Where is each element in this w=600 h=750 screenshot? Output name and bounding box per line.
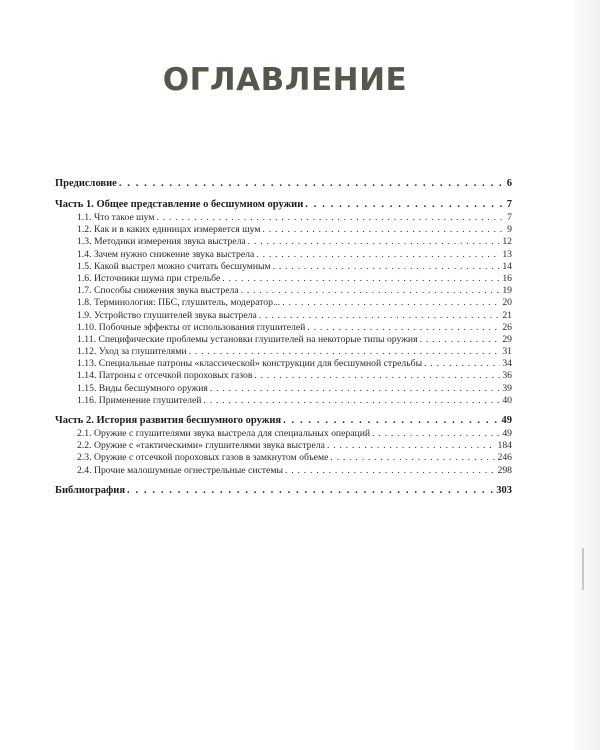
toc-subsection[interactable] bbox=[55, 452, 512, 464]
toc-page-number: 36 bbox=[502, 370, 512, 382]
toc-subsection[interactable] bbox=[55, 297, 512, 309]
dot-leader bbox=[248, 236, 501, 248]
toc-entry-label: 1.4. Зачем нужно снижение звука выстрела bbox=[77, 248, 255, 260]
toc-page-number: 31 bbox=[502, 346, 512, 358]
toc-bibliography[interactable] bbox=[55, 483, 512, 498]
toc-subsection[interactable] bbox=[55, 285, 512, 297]
dot-leader bbox=[119, 176, 505, 191]
toc-subsection[interactable] bbox=[55, 322, 512, 334]
toc-page-number: 40 bbox=[502, 394, 512, 406]
dot-leader bbox=[203, 395, 500, 407]
toc-entry-label: Предисловие bbox=[55, 178, 117, 189]
dot-leader bbox=[259, 310, 501, 322]
dot-leader bbox=[285, 465, 495, 477]
dot-leader bbox=[241, 285, 501, 297]
toc-subsection[interactable] bbox=[55, 249, 512, 261]
toc-preface[interactable] bbox=[55, 176, 512, 191]
dot-leader bbox=[330, 452, 495, 464]
toc-subsection[interactable] bbox=[55, 395, 512, 407]
toc-page-number: 34 bbox=[502, 358, 512, 370]
toc-entry-label: 1.7. Способы снижения звука выстрела bbox=[77, 285, 239, 297]
dot-leader bbox=[282, 297, 500, 309]
toc-subsection[interactable] bbox=[55, 440, 512, 452]
toc-page-number: 16 bbox=[502, 272, 512, 284]
dot-leader bbox=[307, 322, 500, 334]
toc-entry-label: 2.3. Оружие с отсечкой пороховых газов в замкнутом объеме bbox=[77, 452, 329, 464]
toc-entry-label: 1.2. Как и в каких единицах измеряется шум bbox=[77, 224, 261, 236]
toc-entry-label: 1.12. Уход за глушителями bbox=[77, 346, 187, 358]
toc-subsection[interactable] bbox=[55, 334, 512, 346]
toc-entry-label: 1.1. Что такое шум bbox=[77, 212, 155, 223]
toc-entry-label: 1.9. Устройство глушителей звука выстрела bbox=[77, 309, 257, 321]
part-1-subsections bbox=[55, 212, 512, 407]
toc-entry-label: 1.11. Специфические проблемы установки глушителей на некоторые типы оружия bbox=[77, 333, 418, 345]
toc-part-1[interactable] bbox=[55, 197, 512, 212]
toc-page-number: 12 bbox=[502, 236, 512, 248]
toc-subsection[interactable] bbox=[55, 383, 512, 395]
toc-subsection[interactable] bbox=[55, 346, 512, 358]
dot-leader bbox=[273, 261, 501, 273]
toc-entry-label: 1.5. Какой выстрел можно считать бесшумным bbox=[77, 260, 271, 272]
toc-subsection[interactable] bbox=[55, 261, 512, 273]
toc-page-number: 6 bbox=[506, 178, 512, 189]
dot-leader bbox=[305, 197, 504, 212]
toc-subsection[interactable] bbox=[55, 370, 512, 382]
toc-subsection[interactable] bbox=[55, 310, 512, 322]
toc-entry-label: Библиография bbox=[55, 484, 126, 496]
dot-leader bbox=[420, 334, 501, 346]
toc-page-number: 298 bbox=[497, 464, 512, 476]
toc-subsection[interactable] bbox=[55, 465, 512, 477]
toc-page-number: 21 bbox=[502, 309, 512, 321]
part-2-subsections bbox=[55, 428, 512, 477]
dot-leader bbox=[424, 358, 500, 370]
toc-subsection[interactable] bbox=[55, 212, 512, 224]
toc-page-number: 303 bbox=[496, 484, 512, 496]
dot-leader bbox=[372, 428, 500, 440]
toc-page-number: 14 bbox=[502, 260, 512, 272]
toc-subsection[interactable] bbox=[55, 428, 512, 440]
toc-entry-label: 2.4. Прочие малошумные огнестрельные системы bbox=[77, 464, 283, 476]
toc-page-number: 246 bbox=[497, 452, 512, 464]
toc-entry-label: Часть 2. История развития бесшумного оружия bbox=[55, 415, 282, 426]
toc-entry-label: 1.16. Применение глушителей bbox=[77, 394, 202, 406]
toc-page-number: 20 bbox=[502, 297, 512, 309]
toc-entry-label: 1.10. Побочные эффекты от использования глушителей bbox=[77, 321, 306, 333]
dot-leader bbox=[127, 483, 494, 498]
toc-page-number: 13 bbox=[502, 248, 512, 260]
toc-page-number: 49 bbox=[502, 428, 512, 439]
toc-entry-label: 1.15. Виды бесшумного оружия bbox=[77, 382, 208, 394]
toc-page-number: 7 bbox=[506, 199, 512, 210]
toc-entry-label: 1.6. Источники шума при стрельбе bbox=[77, 272, 221, 284]
dot-leader bbox=[327, 440, 496, 452]
dot-leader bbox=[283, 413, 499, 428]
toc-entry-label: 2.1. Оружие с глушителями звука выстрела для специальных операций bbox=[77, 428, 371, 439]
toc-page-number: 29 bbox=[502, 333, 512, 345]
dot-leader bbox=[189, 346, 501, 358]
toc-subsection[interactable] bbox=[55, 358, 512, 370]
toc-entry-label: 2.2. Оружие с «тактическими» глушителями звука выстрела bbox=[77, 440, 325, 452]
toc-page-number: 7 bbox=[507, 212, 512, 223]
dot-leader bbox=[222, 273, 500, 285]
toc-page-number: 184 bbox=[497, 440, 512, 452]
page-edge bbox=[574, 0, 600, 750]
toc-entry-label: 1.14. Патроны с отсечкой пороховых газов bbox=[77, 370, 253, 382]
toc-entry-label: 1.13. Специальные патроны «классической» конструкции для бесшумной стрельбы bbox=[77, 358, 423, 370]
toc-page-number: 39 bbox=[502, 382, 512, 394]
toc-subsection[interactable] bbox=[55, 273, 512, 285]
toc-page-number: 49 bbox=[501, 415, 512, 426]
dot-leader bbox=[210, 383, 500, 395]
toc-page-number: 26 bbox=[502, 321, 512, 333]
page-title: ОГЛАВЛЕНИЕ bbox=[162, 62, 408, 98]
toc-entry-label: 1.3. Методики измерения звука выстрела bbox=[77, 236, 246, 248]
toc-page-number: 9 bbox=[507, 224, 512, 236]
toc-subsection[interactable] bbox=[55, 236, 512, 248]
page-notch bbox=[582, 548, 584, 590]
dot-leader bbox=[256, 249, 500, 261]
toc-page-number: 19 bbox=[502, 285, 512, 297]
toc-subsection[interactable] bbox=[55, 224, 512, 236]
dot-leader bbox=[262, 224, 505, 236]
toc-entry-label: 1.8. Терминология: ПБС, глушитель, модератор... bbox=[77, 297, 281, 309]
toc-part-2[interactable] bbox=[55, 413, 512, 428]
dot-leader bbox=[156, 212, 505, 224]
toc-entry-label: Часть 1. Общее представление о бесшумном оружии bbox=[55, 199, 304, 210]
table-of-contents bbox=[55, 176, 512, 498]
dot-leader bbox=[254, 370, 500, 382]
